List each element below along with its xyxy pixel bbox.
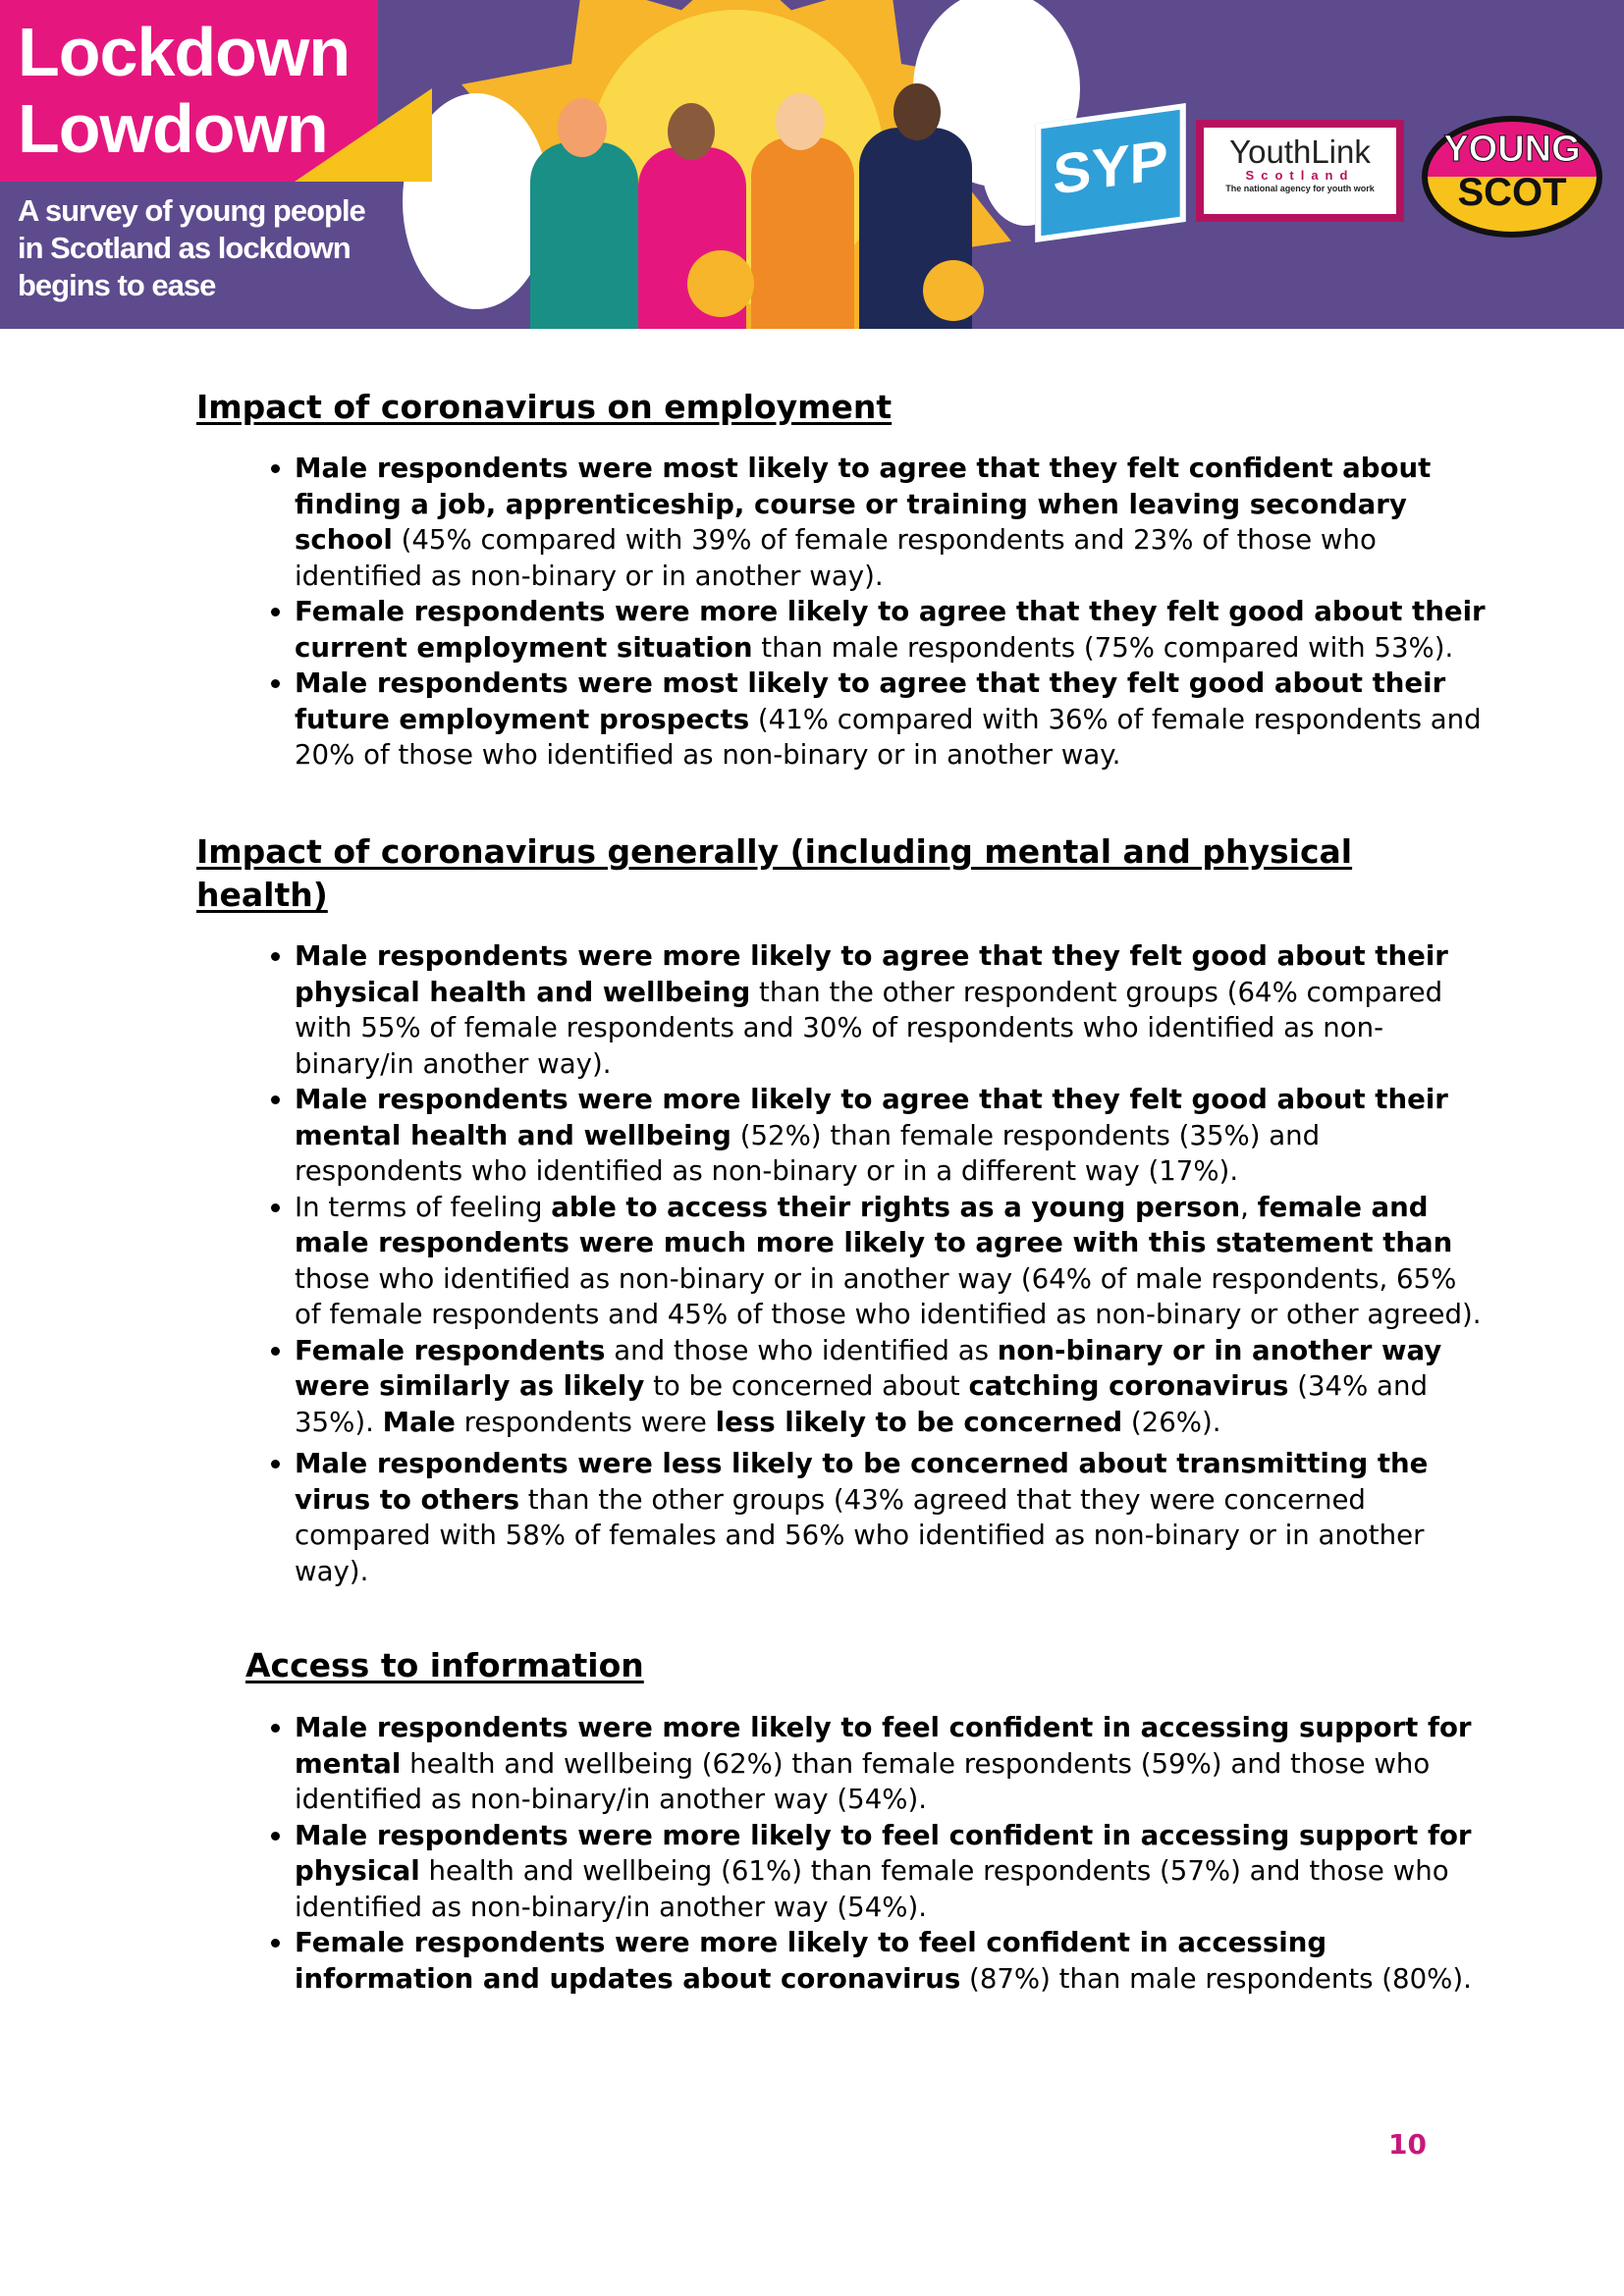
youthlink-name: YouthLink	[1229, 133, 1371, 170]
syp-logo-text: SYP	[1053, 128, 1168, 207]
youthlink-logo	[1196, 120, 1404, 222]
bold-text: catching coronavirus	[968, 1369, 1289, 1402]
bold-text: Male respondents were more likely to agree that they felt good about their physical health and wellbeing	[295, 939, 1448, 1008]
title-line: Lockdown	[18, 14, 351, 90]
person-head	[668, 103, 715, 160]
banner-title	[18, 14, 350, 167]
bullet-item	[295, 1190, 1488, 1333]
bold-text: Male	[382, 1405, 456, 1438]
bold-text: less likely to be concerned	[715, 1405, 1123, 1438]
person-illustration	[751, 137, 854, 329]
smiley-icon	[687, 250, 754, 317]
body-text: (45% compared with 39% of female respondents and 23% of those who identified as non-binary or in another way).	[295, 523, 1377, 592]
bold-text: Male respondents were most likely to agree that they felt confident about finding a job, apprenticeship, course or training when leaving secondary school	[295, 452, 1432, 556]
section-heading-general-impact: Impact of coronavirus generally (including mental and physical health)	[196, 832, 1353, 914]
body-text: (26%).	[1122, 1405, 1221, 1438]
bold-text: non-binary or in another way were similarly as likely	[295, 1333, 1442, 1402]
body-text: (41% compared with 36% of female respondents and 20% of those who identified as non-binary or in another way.	[295, 702, 1482, 771]
person-head	[893, 83, 941, 140]
body-text: and those who identified as	[605, 1333, 998, 1366]
bullet-item	[295, 1925, 1488, 1997]
bold-text: female and male respondents were much more likely to agree with this statement than	[295, 1190, 1453, 1258]
young-scot-logo	[1422, 116, 1602, 238]
page-number: 10	[1388, 2128, 1427, 2161]
bold-text: Male respondents were more likely to feel confident in accessing support for mental	[295, 1711, 1472, 1780]
subtitle-line: in Scotland as lockdown	[18, 231, 351, 265]
title-line: Lowdown	[18, 90, 328, 167]
bold-text: Female respondents were more likely to agree that they felt good about their current employment situation	[295, 595, 1486, 664]
access-info-bullets	[244, 1710, 1488, 1997]
person-illustration	[530, 142, 638, 329]
bullet-item	[295, 1333, 1488, 1441]
header-banner	[0, 0, 1624, 329]
body-text: (52%) than female respondents (35%) and respondents who identified as non-binary or in a different way (17%).	[295, 1118, 1321, 1187]
youthlink-sub: Scotland	[1245, 168, 1355, 183]
syp-logo	[1035, 103, 1185, 242]
body-text: health and wellbeing (62%) than female respondents (59%) and those who identified as non-binary/in another way (54%).	[295, 1746, 1431, 1815]
person-head	[558, 98, 607, 157]
general-impact-bullets	[244, 938, 1488, 1589]
section-heading-access-info: Access to information	[245, 1646, 644, 1684]
body-text: respondents were	[455, 1405, 716, 1438]
body-text: (34% and 35%).	[295, 1369, 1428, 1438]
subtitle-line: begins to ease	[18, 268, 216, 302]
section-heading-employment: Impact of coronavirus on employment	[196, 388, 893, 426]
body-text: In terms of feeling	[295, 1190, 552, 1223]
youthlink-tagline: The national agency for youth work	[1225, 184, 1375, 193]
bold-text: Male respondents were more likely to agree that they felt good about their mental health and wellbeing	[295, 1083, 1448, 1151]
body-text: health and wellbeing (61%) than female respondents (57%) and those who identified as non-binary/in another way (54%).	[295, 1854, 1449, 1923]
bullet-item	[295, 1818, 1488, 1926]
bullet-item	[295, 451, 1488, 594]
person-head	[776, 93, 825, 150]
banner-subtitle	[18, 192, 365, 304]
bullet-item	[295, 666, 1488, 774]
body-text: (87%) than male respondents (80%).	[960, 1961, 1472, 1995]
subtitle-line: A survey of young people	[18, 193, 365, 228]
young-scot-bottom: SCOT	[1457, 171, 1567, 214]
bullet-item	[295, 1082, 1488, 1190]
bullet-item	[295, 1710, 1488, 1818]
body-text: than the other respondent groups (64% compared with 55% of female respondents and 30% of respondents who identified as non-binary/in another way).	[295, 975, 1443, 1080]
bullet-item	[295, 1446, 1488, 1589]
young-scot-top: YOUNG	[1443, 129, 1581, 170]
bold-text: Male respondents were most likely to agree that they felt good about their future employment prospects	[295, 667, 1446, 735]
body-text: to be concerned about	[644, 1369, 969, 1402]
bullet-item	[295, 594, 1488, 666]
body-text: than male respondents (75% compared with 53%).	[752, 630, 1454, 664]
bold-text: Male respondents were less likely to be concerned about transmitting the virus to others	[295, 1447, 1429, 1516]
body-text: ,	[1240, 1190, 1258, 1223]
employment-bullets	[244, 451, 1488, 774]
body-text: than the other groups (43% agreed that they were concerned compared with 58% of females and 56% who identified as non-binary or in another way).	[295, 1482, 1425, 1587]
bold-text: able to access their rights as a young person	[551, 1190, 1241, 1223]
smiley-icon	[923, 260, 984, 321]
body-text: those who identified as non-binary or in another way (64% of male respondents, 65% of female respondents and 45% of those who identified as non-binary or other agreed).	[295, 1261, 1482, 1330]
bullet-item	[295, 938, 1488, 1082]
bold-text: Female respondents	[295, 1333, 606, 1366]
bold-text: Female respondents were more likely to feel confident in accessing information and updates about coronavirus	[295, 1926, 1327, 1995]
bold-text: Male respondents were more likely to feel confident in accessing support for physical	[295, 1818, 1472, 1887]
